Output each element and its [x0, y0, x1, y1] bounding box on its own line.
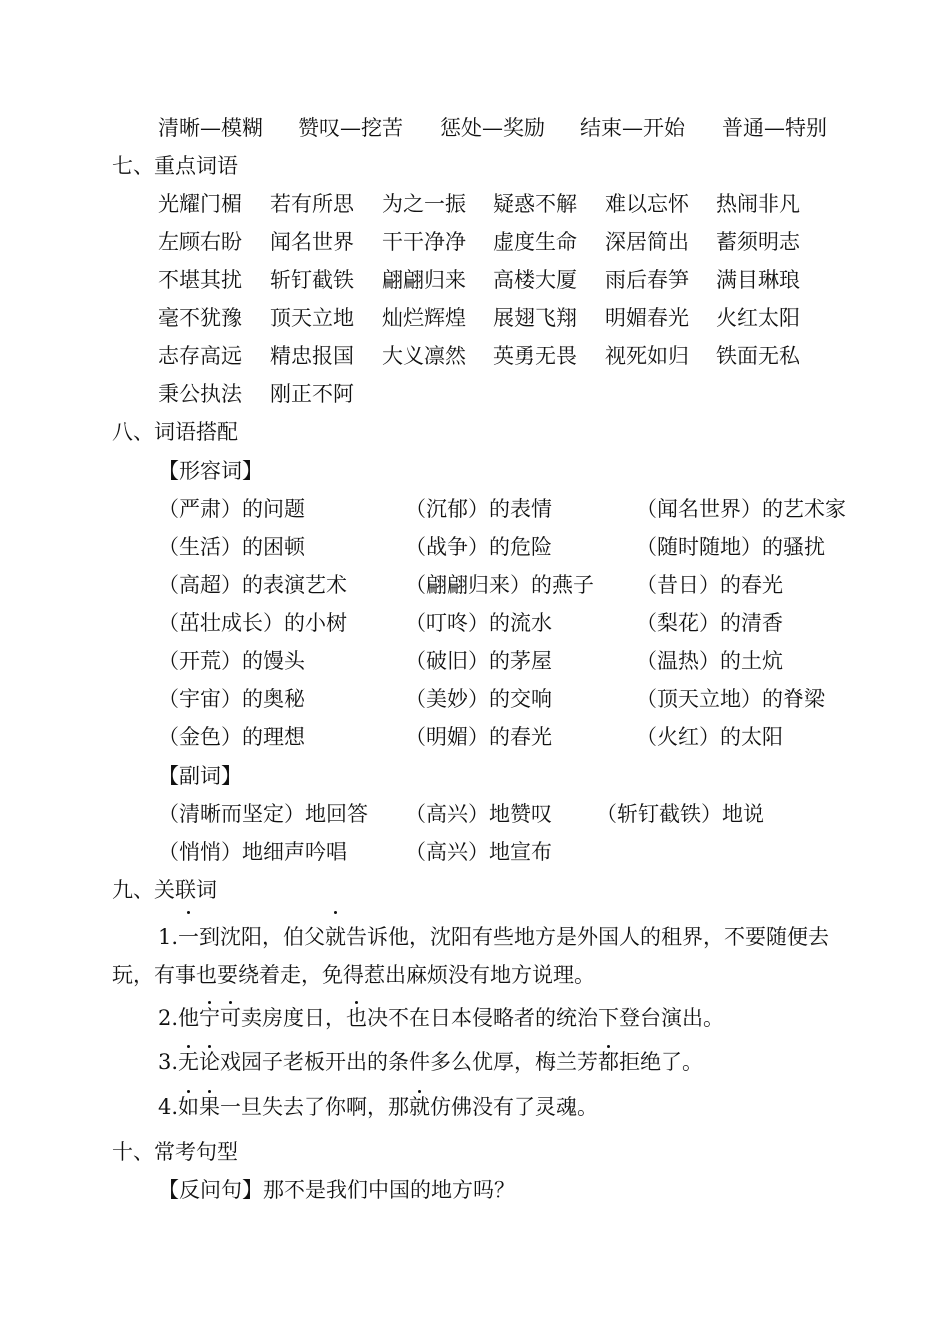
collocation: （美妙）的交响	[405, 687, 552, 711]
emphasis-char: 可	[220, 1006, 242, 1030]
antonym-pair: 清晰—模糊	[158, 116, 263, 140]
key-word: 刚正不阿	[270, 382, 354, 406]
sentence-text: 戏园子老板开出的条件多么优厚，梅兰芳	[220, 1050, 599, 1074]
collocation: （破旧）的茅屋	[405, 649, 552, 673]
key-word: 精忠报国	[270, 344, 354, 368]
collocation: （闻名世界）的艺术家	[636, 497, 846, 521]
rhetorical-question-line	[158, 1180, 515, 1201]
key-word: 铁面无私	[716, 344, 800, 368]
emphasis-char: 如	[178, 1095, 200, 1119]
key-word: 顶天立地	[270, 306, 354, 330]
key-word: 虚度生命	[493, 230, 577, 254]
collocation: （开荒）的馒头	[158, 649, 305, 673]
collocation: （战争）的危险	[405, 535, 552, 559]
key-word: 不堪其扰	[158, 268, 242, 292]
key-word: 左顾右盼	[158, 230, 242, 254]
collocation: （火红）的太阳	[636, 725, 783, 749]
key-word: 疑惑不解	[493, 192, 577, 216]
antonym-pair: 结束—开始	[580, 116, 685, 140]
emphasis-char: 宁	[199, 1006, 221, 1030]
sentence-number: 2.	[158, 1006, 179, 1030]
collocation: （高超）的表演艺术	[158, 573, 347, 597]
emphasis-char: 就	[409, 1095, 431, 1119]
example-sentence-3	[158, 1052, 703, 1073]
key-word: 英勇无畏	[493, 344, 577, 368]
emphasis-char: 无	[178, 1050, 200, 1074]
emphasis-char: 果	[199, 1095, 221, 1119]
antonym-pair: 普通—特别	[722, 116, 827, 140]
section-heading-word-collocation: 八、词语搭配	[112, 420, 238, 444]
key-word: 秉公执法	[158, 382, 242, 406]
adjective-label: 【形容词】	[158, 459, 263, 483]
collocation: （宇宙）的奥秘	[158, 687, 305, 711]
example-sentence-2	[158, 1008, 724, 1029]
key-word: 满目琳琅	[716, 268, 800, 292]
collocation: （生活）的困顿	[158, 535, 305, 559]
rhetorical-question-label: 【反问句】	[158, 1178, 263, 1202]
section-heading-sentence-patterns: 十、常考句型	[112, 1140, 238, 1164]
key-word: 志存高远	[158, 344, 242, 368]
collocation: （翩翩归来）的燕子	[405, 573, 594, 597]
antonym-pair: 惩处—奖励	[440, 116, 545, 140]
key-word: 热闹非凡	[716, 192, 800, 216]
collocation: （顶天立地）的脊梁	[636, 687, 825, 711]
emphasis-char: 一	[178, 918, 199, 956]
key-word: 翩翩归来	[382, 268, 466, 292]
collocation: （梨花）的清香	[636, 611, 783, 635]
sentence-text: 决不在日本侵略者的统治下登台演出。	[367, 1006, 725, 1030]
key-word: 明媚春光	[605, 306, 689, 330]
adverb-label: 【副词】	[158, 764, 242, 788]
key-word: 干干净净	[382, 230, 466, 254]
collocation: （悄悄）地细声吟唱	[158, 840, 347, 864]
collocation: （严肃）的问题	[158, 497, 305, 521]
collocation: （高兴）地宣布	[405, 840, 552, 864]
collocation: （高兴）地赞叹	[405, 802, 552, 826]
key-word: 视死如归	[605, 344, 689, 368]
key-word: 为之一振	[382, 192, 466, 216]
key-word: 展翅飞翔	[493, 306, 577, 330]
collocation: （随时随地）的骚扰	[636, 535, 825, 559]
collocation: （金色）的理想	[158, 725, 305, 749]
collocation: （茁壮成长）的小树	[158, 611, 347, 635]
key-word: 火红太阳	[716, 306, 800, 330]
collocation: （温热）的土炕	[636, 649, 783, 673]
key-word: 灿烂辉煌	[382, 306, 466, 330]
key-word: 大义凛然	[382, 344, 466, 368]
collocation: （清晰而坚定）地回答	[158, 802, 368, 826]
collocation: （明媚）的春光	[405, 725, 552, 749]
collocation: （昔日）的春光	[636, 573, 783, 597]
sentence-number: 4.	[158, 1095, 179, 1119]
sentence-number: 1.	[158, 925, 179, 949]
section-heading-conjunctions: 九、关联词	[112, 878, 217, 902]
emphasis-char: 都	[598, 1050, 620, 1074]
sentence-text: 告诉他，沈阳有些地方是外国人的租界，不要随便去玩，有事也要绕着走，免得惹出麻烦没有地方说理。	[112, 925, 830, 987]
collocation: （沉郁）的表情	[405, 497, 552, 521]
sentence-text: 一旦失去了你啊，那	[220, 1095, 410, 1119]
sentence-text: 他	[178, 1006, 200, 1030]
emphasis-char: 也	[346, 1006, 368, 1030]
sentence-text: 到沈阳，伯父	[199, 925, 326, 949]
key-word: 毫不犹豫	[158, 306, 242, 330]
key-word: 深居简出	[605, 230, 689, 254]
sentence-text: 卖房度日，	[241, 1006, 347, 1030]
key-word: 蓄须明志	[716, 230, 800, 254]
key-word: 难以忘怀	[605, 192, 689, 216]
key-word: 雨后春笋	[605, 268, 689, 292]
example-sentence-1	[112, 918, 856, 994]
antonym-pair: 赞叹—挖苦	[298, 116, 403, 140]
key-word: 斩钉截铁	[270, 268, 354, 292]
key-word: 高楼大厦	[493, 268, 577, 292]
example-sentence-4	[158, 1097, 598, 1118]
collocation: （叮咚）的流水	[405, 611, 552, 635]
rhetorical-question-text: 那不是我们中国的地方吗？	[263, 1178, 515, 1202]
key-word: 闻名世界	[270, 230, 354, 254]
emphasis-char: 就	[325, 918, 346, 956]
sentence-number: 3.	[158, 1050, 179, 1074]
collocation: （斩钉截铁）地说	[596, 802, 764, 826]
key-word: 若有所思	[270, 192, 354, 216]
section-heading-key-words: 七、重点词语	[112, 154, 238, 178]
sentence-text: 仿佛没有了灵魂。	[430, 1095, 599, 1119]
key-word: 光耀门楣	[158, 192, 242, 216]
sentence-text: 拒绝了。	[619, 1050, 704, 1074]
emphasis-char: 论	[199, 1050, 221, 1074]
